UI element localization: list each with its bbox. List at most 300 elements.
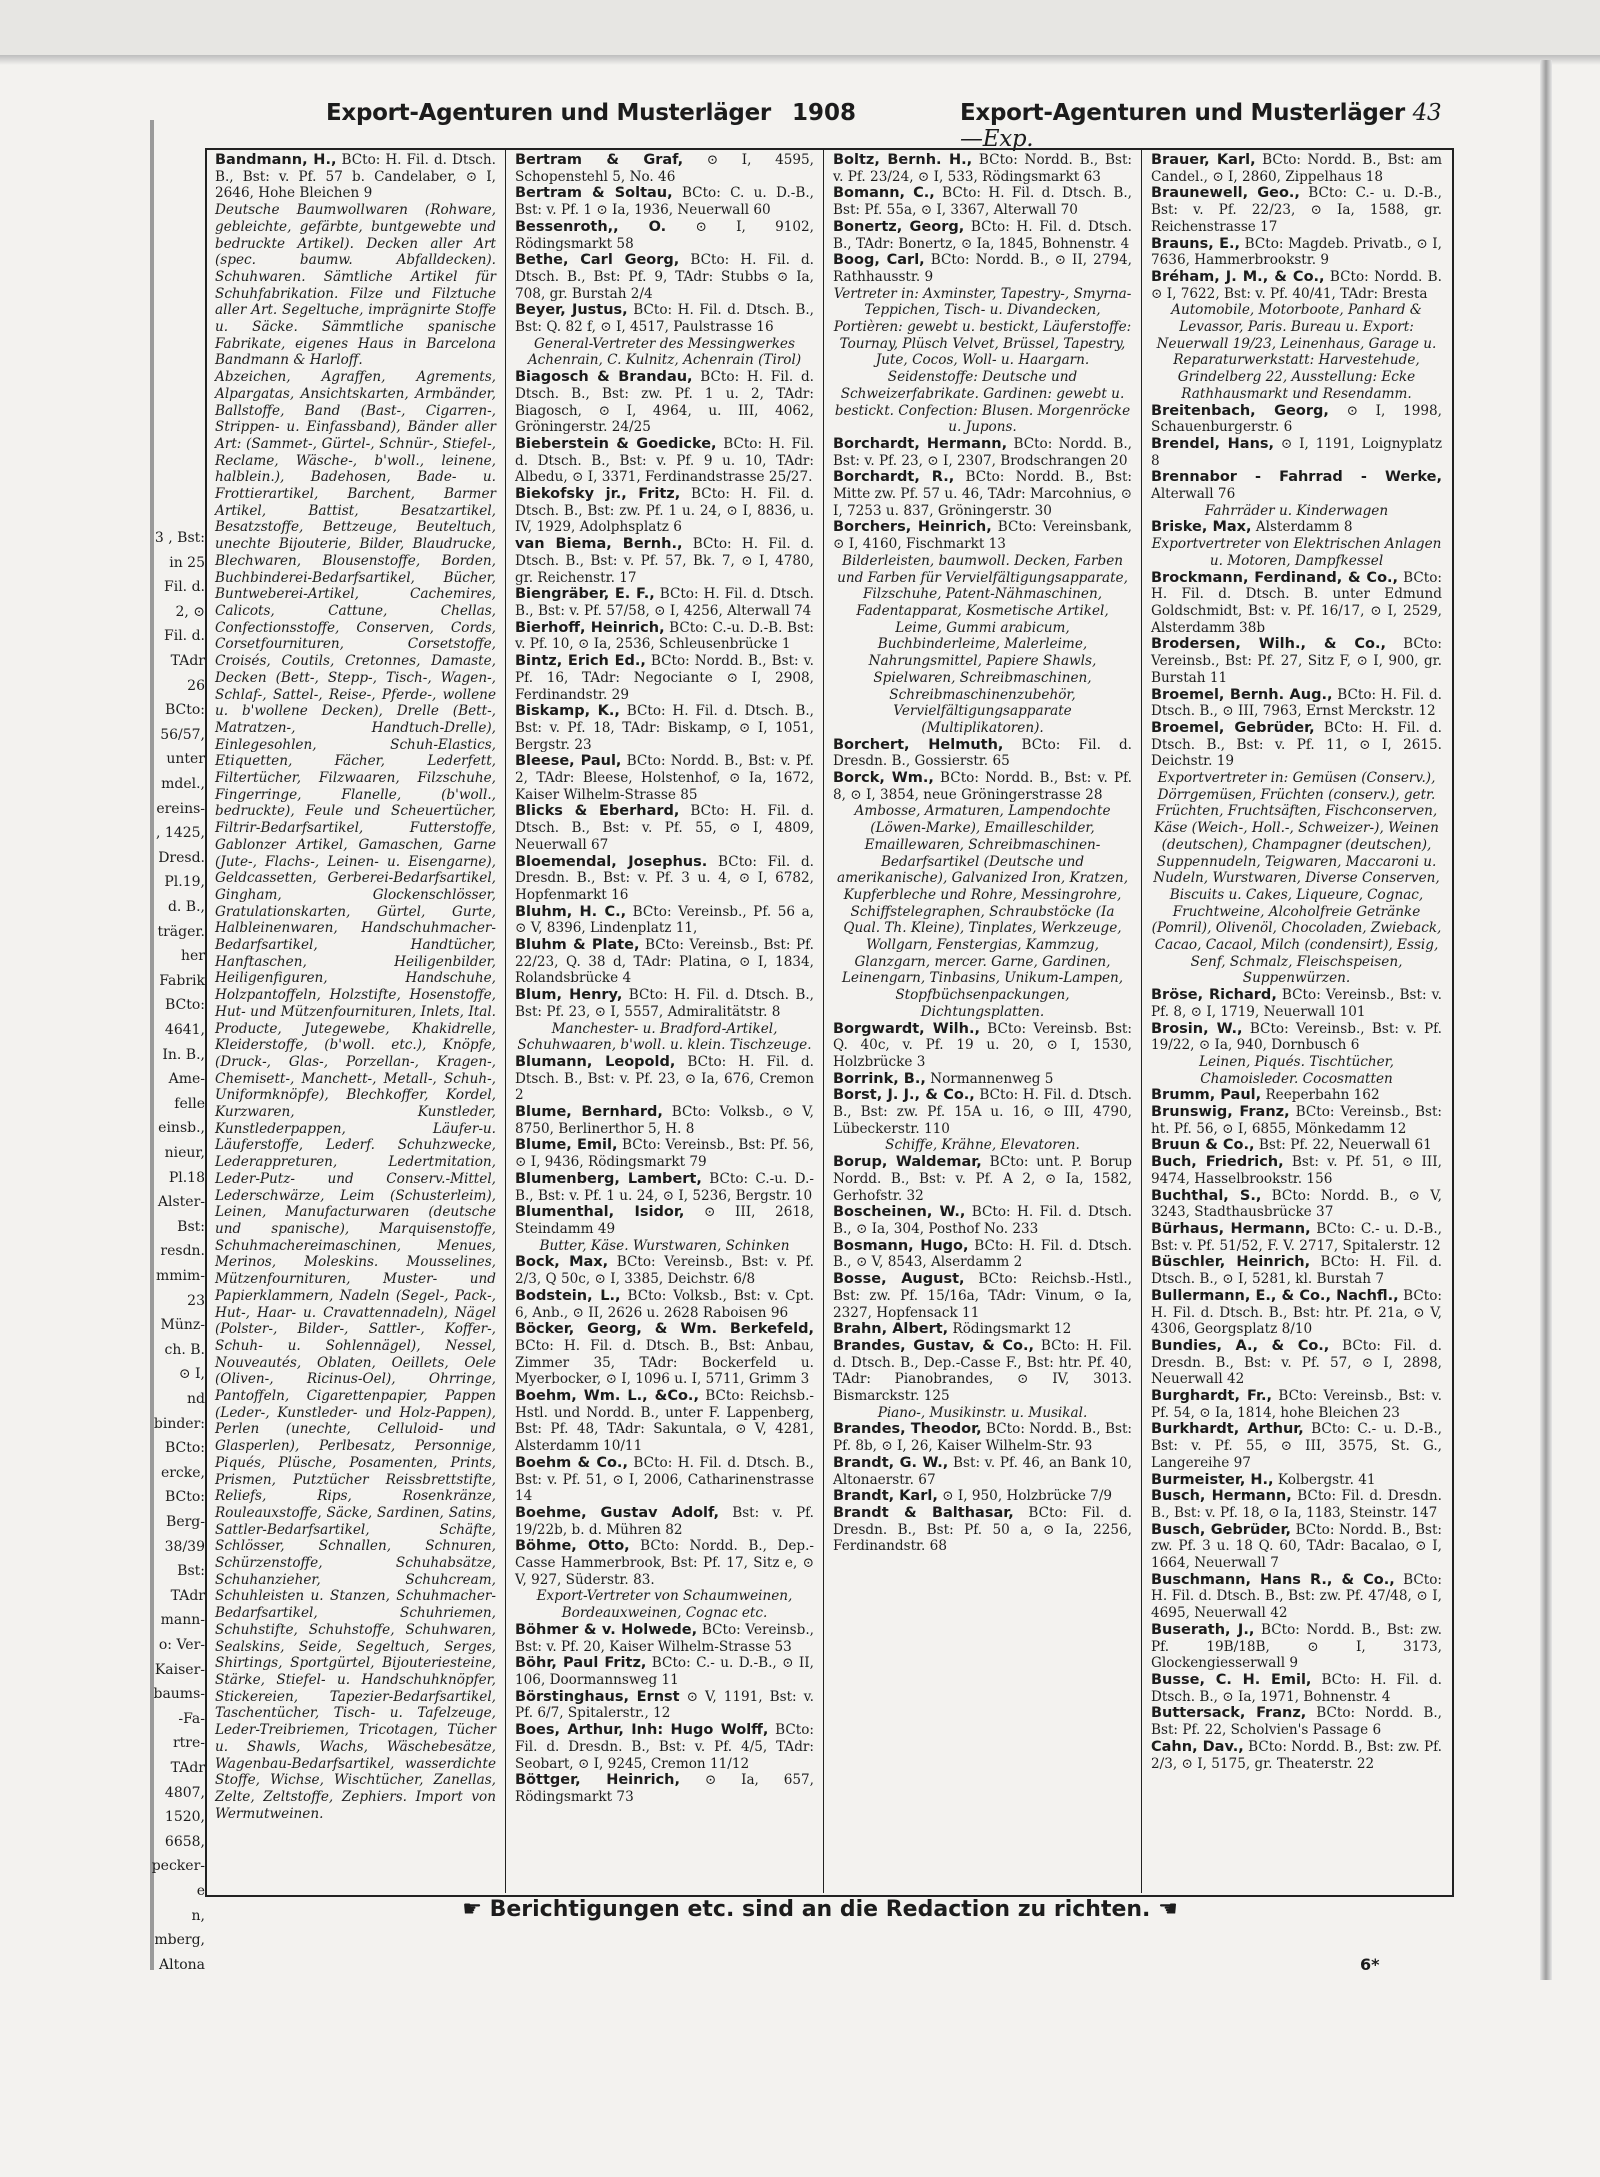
firm-name: Brennabor - Fahrrad - Werke,	[1151, 469, 1442, 486]
firm-details: BCto: Magdeb. Privatb., ⊙ I, 7636, Hammerbrookstr. 9	[1151, 235, 1442, 269]
firm-name: Bluhm & Plate,	[515, 937, 640, 954]
firm-details: BCto: Vereinsb. Bst: Q. 40c, v. Pf. 19 u. 20, ⊙ I, 1530, Holzbrücke 3	[833, 1020, 1132, 1070]
directory-entry	[515, 252, 814, 302]
directory-entry	[1151, 519, 1442, 536]
firm-name: Brodersen, Wilh., & Co.,	[1151, 636, 1386, 653]
directory-entry	[515, 1104, 814, 1137]
margin-fragment: mdel.,	[161, 776, 205, 792]
product-description: Manchester- u. Bradford-Artikel, Schuhwaaren, b'woll. u. klein. Tischzeuge.	[517, 1020, 812, 1054]
directory-entry	[1151, 1739, 1442, 1772]
product-list: Deutsche Baumwollwaren (Rohware, gebleichte, gefärbte, buntgewebte und bedruckte Artikel). Decken aller Art (spec. baumw. Abfalldecken). Schuhwaren. Sämtliche Artikel für Schuhfabrikation. Filze und Filztuche aller Art. Segeltuche, imprägnirte Stoffe u. Säcke. Sämmtliche spanische Fabrikate, eigenes Haus in Barcelona Bandmann & Harloff.	[215, 202, 496, 369]
firm-name: Bodstein, L.,	[515, 1287, 621, 1304]
margin-fragment: 4807,	[164, 1784, 205, 1801]
directory-entry	[833, 737, 1132, 770]
firm-details: BCto: Fil. d. Dresdn. B., Bst: v. Pf. 3 u. 4, ⊙ I, 6782, Hopfenmarkt 16	[515, 853, 814, 903]
firm-name: Boes, Arthur, Inh: Hugo Wolff,	[515, 1722, 769, 1739]
margin-fragment: BCto:	[164, 702, 205, 719]
firm-details: BCto: Nordd. B., Bst: zw. Pf. 19B/18B, ⊙ I, 3173, Glockengiesserwall 9	[1151, 1621, 1442, 1672]
firm-name: Börstinghaus, Ernst	[515, 1688, 680, 1705]
directory-entry	[833, 1154, 1132, 1204]
directory-entry	[833, 1505, 1132, 1555]
directory-entry	[1151, 987, 1442, 1020]
firm-name: Blumenthal, Isidor,	[515, 1204, 685, 1221]
directory-entry	[1151, 1137, 1442, 1154]
product-list: Abzeichen, Agraffen, Agrements, Alpargatas, Ansichtskarten, Armbänder, Ballstoffe, Band (Bast-, Cigarren-, Strippen- u. Einfassband), Bänder aller Art: (Sammet-, Gürtel-, Schnür-, Stiefel-, Reclame, Wäsche-, b'woll., leinene, halblein.), Badehosen, Bade- u. Frottierartikel, Barchent, Barmer Artikel, Battist, Besatzartikel, Besatzstoffe, Bettzeuge, Beuteltuch, unechte Bijouterie, Bilder, Blaudrucke, Blechwaren, Blousenstoffe, Borden, Buchbinderei-Bedarfsartikel, Bücher, Buntweberei-Artikel, Cachemires, Calicots, Cattune, Chellas, Confectionsstoffe, Conserven, Cords, Corsetfournituren, Corsetstoffe, Croisés, Coutils, Cretonnes, Damaste, Decken (Bett-, Stepp-, Tisch-, Wagen-, Schlaf-, Sattel-, Reise-, Pferde-, wollene u. b'wollene Decken), Drelle (Bett-, Matratzen-, Handtuch-Drelle), Einlegesohlen, Schuh-Elastics, Etiquetten, Fächer, Lederfett, Filtertücher, Filzwaaren, Filzschuhe, Fingerringe, Flanelle, (b'woll., bedruckte), Feule und Scheuertücher, Filtrir-Bedarfsartikel, Futterstoffe, Gablonzer Artikel, Gamaschen, Garne (Jute-, Flachs-, Leinen- u. Eisengarne), Geldcassetten, Gerberei-Bedarfsartikel, Gingham, Glockenschlösser, Gratulationskarten, Gürtel, Gurte, Halbleinenwaren, Handschuhmacher-Bedarfsartikel, Handtücher, Hanftaschen, Heiligenbilder, Heiligenfiguren, Handschuhe, Holzpantoffeln, Holzstifte, Hosenstoffe, Hut- und Mützenfournituren, Inlets, Ital. Producte, Jutegewebe, Khakidrelle, Kleiderstoffe, (b'woll. etc.), Knöpfe, (Druck-, Glas-, Porzellan-, Kragen-, Chemisett-, Manchett-, Metall-, Schuh-, Uniformknöpfe), Blechkoffer, Kordel, Kurzwaren, Kunstleder, Kunstlederpappen, Läufer-u. Läuferstoffe, Lederf. Schuhzwecke, Lederappreturen, Ledertmitation, Leder-Putz- und Conserv.-Mittel, Lederschwärze, Leim (Schusterleim), Leinen, Manufacturwaren (deutsche und spanische), Marquisenstoffe, Schuhmachereimaschinen, Menues, Merinos, Moleskins. Mousselines, Mützenfournituren, Muster- und Papierklammern, Nadeln (Segel-, Pack-, Hut-, Haar- u. Cravattennadeln), Nägel (Polster-, Bilder-, Sattler-, Koffer-, Schuh- u. Sohlennägel), Nessel, Nouveautés, Oblaten, Oeillets, Oele (Oliven-, Ricinus-Oel), Ohrringe, Pantoffeln, Cigarettenpapier, Pappen (Leder-, Kunstleder- und Holz-Pappen), Perlen (unechte, Celluloid- und Glasperlen), Perlbesatz, Personnige, Piqués, Plüsche, Posamenten, Prints, Prismen, Putztücher Reissbrettstifte, Reliefs, Rips, Rosenkränze, Rouleauxstoffe, Säcke, Sardinen, Satins, Sattler-Bedarfsartikel, Schäfte, Schlösser, Schnallen, Schnuren, Schürzenstoffe, Schuhabsätze, Schuhanzieher, Schuhcream, Schuhleisten u. Stanzen, Schuhmacher-Bedarfsartikel, Schuhriemen, Schuhstifte, Schuhstoffe, Schuhwaren, Sealskins, Seide, Segeltuch, Serges, Shirtings, Sportgürtel, Bijouteriesteine, Stärke, Stiefel- u. Handschuhknöpfer, Stickereien, Tapezier-Bedarfsartikel, Taschentücher, Tisch- u. Tafelzeuge, Leder-Treibriemen, Tricotagen, Tücher u. Shawls, Wachs, Wäschebesätze, Wagenbau-Bedarfsartikel, wasserdichte Stoffe, Wichse, Wischtücher, Zanellas, Zelte, Zeltstoffe, Zephiers. Import von Wermutweinen.	[215, 369, 496, 1822]
firm-details: BCto: H. Fil. d. Dtsch. B., Bst: v. Pf. 51, ⊙ I, 2006, Catharinenstrasse 14	[515, 1454, 814, 1505]
column-rule	[505, 148, 506, 1893]
firm-name: Briske, Max,	[1151, 519, 1252, 536]
firm-name: Buttersack, Franz,	[1151, 1705, 1307, 1722]
firm-details: BCto: C.- u. D.-B., Bst: v. Pf. 51/52, F. V. 2717, Spitalerstr. 12	[1151, 1221, 1443, 1254]
pointing-hand-icon: ☛	[462, 1897, 482, 1922]
directory-entry	[1151, 1572, 1442, 1622]
firm-name: Brauer, Karl,	[1151, 152, 1256, 168]
directory-entry	[515, 486, 814, 536]
margin-fragment: rtre-	[172, 1735, 205, 1752]
product-description: Butter, Käse. Wurstwaren, Schinken	[539, 1237, 790, 1254]
directory-entry	[1151, 1087, 1442, 1104]
directory-entry	[515, 703, 814, 753]
directory-entry	[833, 1271, 1132, 1321]
directory-entry	[1151, 1421, 1442, 1471]
firm-details: Bst: v. Pf. 51, ⊙ III, 9474, Hasselbrookstr. 156	[1151, 1154, 1442, 1187]
firm-details: BCto: Volksb., Bst: v. Cpt. 6, Anb., ⊙ II, 2626 u. 2628 Raboisen 96	[515, 1287, 814, 1321]
firm-details: BCto: Vereinsb., Bst: ht. Pf. 56, ⊙ I, 6855, Mönkedamm 12	[1151, 1104, 1443, 1137]
firm-name: Borchert, Helmuth,	[833, 736, 1004, 753]
firm-name: Bertram & Soltau,	[515, 185, 673, 202]
firm-details: ⊙ I, 4595, Schopenstehl 5, No. 46	[515, 152, 814, 185]
directory-entry	[833, 252, 1132, 285]
directory-entry	[1151, 687, 1442, 720]
firm-name: Brandes, Theodor,	[833, 1421, 982, 1438]
firm-name: Burkhardt, Arthur,	[1151, 1421, 1304, 1438]
directory-entry	[1151, 1254, 1442, 1287]
firm-details: BCto: C.-u. D.-B., Bst: v. Pf. 1 u. 24, ⊙ I, 5236, Bergstr. 10	[515, 1170, 814, 1204]
firm-name: Brumm, Paul,	[1151, 1087, 1262, 1104]
directory-entry	[515, 185, 814, 218]
directory-entry	[1151, 269, 1442, 302]
firm-name: Brandes, Gustav, & Co.,	[833, 1337, 1034, 1354]
running-head	[210, 100, 1450, 152]
firm-name: Busse, C. H. Emil,	[1151, 1671, 1312, 1688]
firm-name: Burmeister, H.,	[1151, 1471, 1274, 1488]
firm-details: BCto: H. Fil. d. Dtsch. B., Bst: Pf. 55a, ⊙ I, 3367, Alterwall 70	[833, 185, 1132, 219]
firm-details: BCto: Fil. d. Dresdn. B., Bst: v. Pf. 18, ⊙ Ia, 1183, Steinstr. 147	[1151, 1488, 1442, 1521]
firm-details: BCto: Nordd. B., Bst: am Candel., ⊙ I, 2860, Zippelhaus 18	[1151, 152, 1442, 185]
firm-name: Borrink, B.,	[833, 1070, 926, 1087]
firm-details: BCto: H. Fil. d. Dtsch. B., ⊙ V, 8543, Alserdamm 2	[833, 1237, 1132, 1271]
firm-details: Bst: Pf. 22, Neuerwall 61	[1254, 1137, 1432, 1154]
firm-name: Bieberstein & Goedicke,	[515, 435, 717, 452]
firm-details: ⊙ I, 1998, Schauenburgerstr. 6	[1151, 402, 1442, 436]
directory-entry	[833, 1488, 1132, 1505]
product-description: Exportvertreter von Elektrischen Anlagen u. Motoren, Dampfkessel	[1151, 536, 1442, 569]
firm-details: BCto: H. Fil. d. Dtsch. B., Bst: v. Pf. 11, ⊙ I, 2615. Deichstr. 19	[1151, 719, 1442, 770]
firm-details: BCto: H. Fil. d. Dtsch. B., Bst: v. Pf. 57/58, ⊙ I, 4256, Alterwall 74	[515, 586, 814, 619]
firm-name: Blum, Henry,	[515, 987, 623, 1004]
firm-name: Borst, J. J., & Co.,	[833, 1087, 975, 1104]
directory-entry	[833, 1338, 1132, 1405]
margin-fragment: Altona	[158, 1956, 205, 1973]
firm-details: BCto: Vereinsb., Bst: v. Pf. 2/3, Q 50c, ⊙ I, 3385, Deichstr. 6/8	[515, 1254, 815, 1288]
margin-fragment: mann-	[160, 1612, 205, 1629]
directory-entry	[515, 1622, 814, 1655]
directory-entry	[1151, 1021, 1442, 1054]
directory-entry	[515, 436, 814, 486]
firm-name: Bintz, Erich Ed.,	[515, 653, 646, 670]
firm-details: Bst: v. Pf. 19/22b, b. d. Mühren 82	[515, 1504, 814, 1538]
directory-entry	[1151, 636, 1442, 686]
firm-details: BCto: Nordd. B., Bst: v. Pf. 23, ⊙ I, 2307, Brodschrangen 20	[833, 435, 1132, 469]
firm-details: BCto: Nordd. B., Bst: v. Pf. 8, ⊙ I, 3854, neue Gröningerstrasse 28	[833, 770, 1132, 803]
margin-fragment: n,	[191, 1907, 205, 1924]
firm-name: Boltz, Bernh. H.,	[833, 152, 973, 168]
product-description: Schiffe, Krähne, Elevatoren.	[885, 1137, 1080, 1154]
firm-details: BCto: H. Fil. d. Dtsch. B., ⊙ III, 7963, Ernst Merckstr. 12	[1151, 686, 1442, 720]
margin-fragment: Berg-	[166, 1514, 205, 1530]
firm-details: BCto: Nordd. B., ⊙ V, 3243, Stadthausbrücke 37	[1151, 1187, 1442, 1221]
margin-fragment: felle	[174, 1095, 205, 1112]
firm-details: BCto: Nordd. B., Bst: Mitte zw. Pf. 57 u. 46, TAdr: Marcohnius, ⊙ I, 7253 u. 837, Gröningerstr. 30	[833, 469, 1132, 519]
product-description: General-Vertreter des Messingwerkes Achenrain, C. Kulnitz, Achenrain (Tirol)	[527, 335, 802, 369]
directory-entry	[833, 1321, 1132, 1338]
margin-fragment: einsb.,	[158, 1120, 205, 1137]
margin-fragment: TAdr	[170, 653, 205, 669]
firm-name: Bluhm, H. C.,	[515, 903, 627, 920]
directory-column-4	[1143, 148, 1450, 1893]
directory-entry	[1151, 152, 1442, 185]
firm-details: Alsterdamm 8	[1251, 519, 1353, 536]
firm-name: Bröse, Richard,	[1151, 987, 1277, 1004]
directory-column-3	[825, 148, 1140, 1893]
directory-entry	[833, 219, 1132, 252]
directory-entry	[515, 854, 814, 904]
firm-name: Bandmann, H.,	[215, 152, 337, 168]
directory-entry	[515, 1321, 814, 1388]
scan-top-border	[0, 0, 1600, 58]
firm-details: BCto: Vereinsb., Bst: v. Pf. 19/22, ⊙ Ia, 940, Dornbusch 6	[1151, 1020, 1442, 1054]
firm-details: BCto: Fil. d. Dresdn. B., Gossierstr. 65	[833, 736, 1132, 770]
firm-name: Buschmann, Hans R., & Co.,	[1151, 1571, 1395, 1588]
firm-name: Bruun & Co.,	[1151, 1137, 1255, 1154]
margin-fragment: d. B.,	[167, 899, 205, 915]
firm-name: Böhme, Otto,	[515, 1538, 630, 1555]
firm-details: BCto: H. Fil. d. Dtsch. B., Bst: Q. 82 f, ⊙ I, 4517, Paulstrasse 16	[515, 302, 814, 336]
pointing-hand-icon: ☚	[1158, 1897, 1178, 1922]
firm-details: BCto: Nordd. B., Bst: Pf. 22, Scholvien's Passage 6	[1151, 1705, 1442, 1739]
margin-fragment: Fil. d.	[164, 628, 205, 645]
firm-name: Böhr, Paul Fritz,	[515, 1655, 647, 1672]
firm-details: BCto: Nordd. B., Bst: v. Pf. 2, TAdr: Bleese, Holstenhof, ⊙ Ia, 1672, Kaiser Wilhelm-Strasse 85	[515, 753, 814, 803]
directory-entry	[833, 1204, 1132, 1237]
firm-name: Brahn, Albert,	[833, 1321, 949, 1338]
firm-details: BCto: Vereinsb., Bst: v. Pf. 8, ⊙ I, 1719, Neuerwall 101	[1151, 987, 1442, 1020]
margin-fragment: ch. B.	[164, 1341, 205, 1358]
firm-details: ⊙ III, 2618, Steindamm 49	[515, 1204, 814, 1237]
firm-details: BCto: H. Fil. d. Dtsch. B. unter Edmund Goldschmidt, Bst: v. Pf. 16/17, ⊙ I, 2529, Alsterdamm 38b	[1151, 569, 1442, 636]
margin-fragment: o: Ver-	[158, 1637, 205, 1653]
firm-name: Borchardt, R.,	[833, 469, 955, 486]
firm-details: ⊙ I, 9102, Rödingsmarkt 58	[515, 218, 814, 252]
firm-details: BCto: H. Fil. d. Dtsch. B., Bst: Pf. 23, ⊙ I, 5557, Admiralitätstr. 8	[515, 987, 814, 1020]
product-description: Ambosse, Armaturen, Lampendochte (Löwen-Marke), Emailleschilder, Emaillewaren, Schreibmaschinen-Bedarfsartikel (Deutsche und amerikanische), Galvanized Iron, Kratzen, Kupferbleche und Rohre, Messingrohre, Schiffstelegraphen, Schraubstöcke (Ia Qual. Th. Kleine), Tinplates, Werkzeuge, Wollgarn, Fenstergias, Kammzug, Glanzgarn, mercer. Garne, Gardinen, Leinengarn, Tinbasins, Unikum-Lampen, Stopfbüchsenpackungen, Dichtungsplatten.	[836, 803, 1129, 1020]
margin-fragment: nieur,	[164, 1145, 205, 1161]
firm-name: Brunswig, Franz,	[1151, 1104, 1290, 1121]
firm-name: Boog, Carl,	[833, 252, 925, 269]
directory-entry	[515, 1538, 814, 1588]
firm-details: BCto: H. Fil. d. Dtsch. B., ⊙ I, 5281, kl. Burstah 7	[1151, 1254, 1442, 1288]
firm-name: van Biema, Bernh.,	[515, 536, 683, 553]
firm-name: Cahn, Dav.,	[1151, 1738, 1244, 1755]
firm-details: Rödingsmarkt 12	[948, 1321, 1072, 1338]
firm-name: Biskamp, K.,	[515, 703, 620, 720]
directory-entry	[1151, 1622, 1442, 1672]
firm-name: Biekofsky jr., Fritz,	[515, 486, 681, 503]
firm-details: BCto: Nordd. B., Bst: zw. Pf. 3 u. 18 Q. 60, TAdr: Bacalao, ⊙ I, 1664, Neuerwall 7	[1151, 1521, 1442, 1572]
firm-details: BCto: H. Fil. d. Dtsch. B., Bst: v. Pf. 57 b. Candelaber, ⊙ I, 2646, Hohe Bleichen 9	[215, 152, 496, 202]
firm-name: Boscheinen, W.,	[833, 1204, 966, 1221]
directory-entry	[215, 152, 496, 202]
margin-fragment: 38/39	[164, 1538, 205, 1555]
directory-entry	[1151, 1154, 1442, 1187]
directory-entry	[1151, 1188, 1442, 1221]
margin-fragment: Bst:	[177, 1218, 205, 1235]
firm-name: Bleese, Paul,	[515, 753, 622, 770]
directory-entry	[515, 1505, 814, 1538]
directory-entry	[1151, 236, 1442, 269]
directory-entry	[515, 1254, 814, 1287]
firm-details: ⊙ I, 950, Holzbrücke 7/9	[937, 1488, 1113, 1505]
firm-details: BCto: H. Fil. d. Dtsch. B., TAdr: Bonertz, ⊙ Ia, 1845, Bohnenstr. 4	[833, 218, 1132, 252]
firm-name: Borck, Wm.,	[833, 770, 934, 787]
firm-name: Bierhoff, Heinrich,	[515, 619, 665, 636]
directory-entry	[1151, 720, 1442, 770]
margin-fragment: Fil. d.	[164, 579, 205, 596]
firm-name: Blume, Bernhard,	[515, 1104, 663, 1121]
firm-name: Burghardt, Fr.,	[1151, 1388, 1273, 1405]
directory-entry	[1151, 1488, 1442, 1521]
product-description: Exportvertreter in: Gemüsen (Conserv.), Dörrgemüsen, Früchten (conserv.), getr. Früchten, Fruchtsäften, Fischconserven, Käse (Weich-, Holl.-, Schweizer-), Weinen (deutschen), Champagner (deutschen), Suppennudeln, Teigwaren, Maccaroni u. Nudeln, Wurstwaren, Diverse Conserven, Biscuits u. Cakes, Liqueure, Cognac, Fruchtweine, Alcoholfreie Getränke (Pomril), Olivenöl, Chocoladen, Zwieback, Cacao, Cacaol, Milch (condensirt), Essig, Senf, Schmalz, Fleischspeisen, Suppenwürzen.	[1151, 770, 1442, 987]
directory-entry	[515, 1388, 814, 1455]
firm-name: Brandt & Balthasar,	[833, 1504, 1014, 1521]
page-number: 43—Exp.	[960, 100, 1442, 152]
firm-details: BCto: H. Fil. d. Dtsch. B., ⊙ Ia, 304, Posthof No. 233	[833, 1204, 1133, 1237]
correction-text: Berichtigungen etc. sind an die Redaction zu richten.	[489, 1897, 1151, 1922]
margin-fragment: 6658,	[164, 1833, 205, 1850]
margin-fragment: 4641,	[164, 1022, 205, 1038]
directory-entry	[833, 1071, 1132, 1088]
firm-details: ⊙ I, 1191, Loignyplatz 8	[1151, 435, 1443, 469]
firm-details: BCto: H. Fil. d. Dtsch. B., Bst: v. Pf. 55, ⊙ I, 4809, Neuerwall 67	[515, 803, 814, 853]
directory-entry	[515, 536, 814, 586]
margin-fragment: ereins-	[156, 800, 205, 817]
column-rule	[823, 148, 824, 1893]
directory-entry	[833, 519, 1132, 552]
correction-notice	[430, 1897, 1210, 1922]
firm-details: BCto: H. Fil. d. Dtsch. B., Bst: zw. Pf. 1 u. 2, TAdr: Biagosch, ⊙ I, 4964, u. III, 4062, Gröningerstr. 24/25	[515, 369, 814, 436]
margin-fragment: Pl.19,	[164, 874, 205, 891]
firm-name: Böttger, Heinrich,	[515, 1772, 680, 1789]
margin-fragment: 3 , Bst:	[154, 530, 205, 546]
firm-details: BCto: Fil. d. Dresdn. B., Bst: v. Pf. 4/5, TAdr: Seobart, ⊙ I, 9245, Cremon 11/12	[515, 1722, 814, 1772]
directory-entry	[833, 770, 1132, 803]
directory-entry	[515, 1054, 814, 1104]
margin-fragment: resdn.	[160, 1243, 205, 1260]
margin-fragment: baums-	[153, 1686, 205, 1703]
margin-fragment: BCto:	[164, 1440, 205, 1457]
header-year: 1908	[792, 100, 857, 126]
firm-name: Brauns, E.,	[1151, 235, 1241, 252]
firm-details: BCto: H. Fil. d. Dtsch. B., Bst: htr. Pf. 21a, ⊙ V, 4306, Georgsplatz 8/10	[1151, 1287, 1442, 1338]
product-description: Export-Vertreter von Schaumweinen, Bordeauxweinen, Cognac etc.	[536, 1588, 793, 1622]
product-description: Bilderleisten, baumwoll. Decken, Farben und Farben für Vervielfältigungsapparate, Filzschuhe, Patent-Nähmaschinen, Fadentapparat, Kosmetische Artikel, Leime, Gummi arabicum, Buchbinderleime, Malerleime, Nahrungsmittel, Papiere Shawls, Spielwaren, Schreibmaschinen, Schreibmaschinenzubehör, Vervielfältigungsapparate (Multiplikatoren).	[837, 552, 1128, 736]
firm-details: BCto: Nordd. B., Bst: v. Pf. 23/24, ⊙ I, 533, Rödingsmarkt 63	[833, 152, 1132, 185]
scan-right-edge	[1540, 60, 1552, 1980]
firm-details: Bst: v. Pf. 46, an Bank 10, Altonaerstr. 67	[833, 1454, 1133, 1488]
directory-column-1	[207, 148, 504, 1893]
firm-name: Biagosch & Brandau,	[515, 369, 693, 386]
firm-name: Brosin, W.,	[1151, 1020, 1243, 1037]
firm-details: Alterwall 76	[1151, 486, 1236, 503]
firm-details: BCto: C.- u. D.-B., Bst: v. Pf. 55, ⊙ III, 3575, St. G., Langereihe 97	[1151, 1421, 1442, 1471]
firm-details: Reeperbahn 162	[1261, 1087, 1380, 1104]
directory-entry	[515, 1137, 814, 1170]
firm-name: Boehm, Wm. L., &Co.,	[515, 1388, 699, 1405]
margin-fragment: Alster-	[157, 1194, 205, 1211]
directory-entry	[515, 1455, 814, 1505]
firm-name: Brendel, Hans,	[1151, 435, 1275, 452]
firm-details: BCto: H. Fil. d. Dtsch. B., Bst: v. Pf. 18, TAdr: Biskamp, ⊙ I, 1051, Bergstr. 23	[515, 703, 814, 753]
firm-details: BCto: Nordd. B., Bst: zw. Pf. 2/3, ⊙ I, 5175, gr. Theaterstr. 22	[1151, 1738, 1443, 1772]
firm-details: BCto: H. Fil. d. Dtsch. B., Dep.-Casse F., Bst: htr. Pf. 40, TAdr: Pianobrandes, ⊙ IV, 3013. Bismarckstr. 125	[833, 1337, 1132, 1405]
margin-fragment: Kaiser-	[154, 1661, 205, 1678]
firm-name: Broemel, Bernh. Aug.,	[1151, 686, 1333, 703]
firm-details: BCto: C.-u. D.-B. Bst: v. Pf. 10, ⊙ Ia, 2536, Schleusenbrücke 1	[515, 619, 815, 653]
directory-entry	[833, 1021, 1132, 1071]
directory-entry	[515, 1288, 814, 1321]
firm-details: BCto: C. u. D.-B., Bst: v. Pf. 1 ⊙ Ia, 1936, Neuerwall 60	[515, 185, 814, 219]
firm-name: Brockmann, Ferdinand, & Co.,	[1151, 569, 1399, 586]
product-description: Vertreter in: Axminster, Tapestry-, Smyrna-Teppichen, Tisch- u. Divandecken, Portièren: gewebt u. bestickt, Läuferstoffe: Tournay, Plüsch Velvet, Brüssel, Tapestry, Jute, Cocos, Woll- u. Haargarn. Seidenstoffe: Deutsche und Schweizerfabrikate. Gardinen: gewebt u. bestickt. Confection: Blusen. Morgenröcke u. Jupons.	[833, 285, 1132, 436]
header-right	[960, 100, 1450, 152]
firm-name: Borup, Waldemar,	[833, 1154, 982, 1171]
directory-entry	[515, 1171, 814, 1204]
firm-details: BCto: Reichsb.-Hstl. und Nordd. B., unter F. Lappenberg, Bst: Pf. 48, TAdr: Sakuntala, ⊙ V, 4281, Alsterdamm 10/11	[515, 1388, 814, 1455]
directory-entry	[1151, 1221, 1442, 1254]
firm-name: Busch, Hermann,	[1151, 1488, 1292, 1505]
margin-fragment: 23	[187, 1292, 205, 1309]
margin-fragment: träger.	[157, 923, 205, 940]
firm-name: Beyer, Justus,	[515, 302, 628, 319]
firm-name: Braunewell, Geo.,	[1151, 185, 1300, 202]
firm-details: BCto: Nordd. B., ⊙ II, 2794, Rathhausstr. 9	[833, 252, 1132, 285]
previous-page-fragments	[0, 530, 205, 2000]
firm-name: Boehme, Gustav Adolf,	[515, 1504, 720, 1521]
product-description: Automobile, Motorboote, Panhard & Levassor, Paris. Bureau u. Export: Neuerwall 19/23, Leinenhaus, Garage u. Reparaturwerkstatt: Harvestehude, Grindelberg 22, Ausstellung: Ecke Rathhausmarkt und Resendamm.	[1156, 302, 1437, 402]
header-right-title: Export-Agenturen und Musterläger	[960, 100, 1405, 126]
firm-details: BCto: H. Fil. d. Dtsch. B., Bst: zw. Pf. 1 u. 24, ⊙ I, 8836, u. IV, 1929, Adolphsplatz 6	[515, 486, 814, 536]
directory-entry	[833, 436, 1132, 469]
margin-fragment: Fabrik	[159, 972, 205, 989]
firm-name: Büschler, Heinrich,	[1151, 1254, 1311, 1271]
firm-details: BCto: Nordd. B., Bst: Pf. 8b, ⊙ I, 26, Kaiser Wilhelm-Str. 93	[833, 1421, 1132, 1455]
firm-name: Buchthal, S.,	[1151, 1187, 1262, 1204]
firm-name: Buserath, J.,	[1151, 1621, 1255, 1638]
firm-name: Böhmer & v. Holwede,	[515, 1621, 698, 1638]
margin-fragment: unter	[166, 751, 205, 768]
firm-details: BCto: Fil. d. Dresdn. B., Bst: v. Pf. 57, ⊙ I, 2898, Neuerwall 42	[1151, 1337, 1442, 1388]
product-description: Piano-, Musikinstr. u. Musikal.	[877, 1404, 1088, 1421]
firm-name: Bomann, C.,	[833, 185, 935, 202]
firm-name: Blumenberg, Lambert,	[515, 1170, 702, 1187]
margin-fragment: 56/57,	[160, 726, 205, 743]
firm-details: BCto: H. Fil. d. Dtsch. B., Bst: v. Pf. 57, Bk. 7, ⊙ I, 4780, gr. Reichenstr. 17	[515, 536, 814, 586]
directory-entry	[515, 937, 814, 987]
firm-name: Bethe, Carl Georg,	[515, 252, 680, 269]
firm-details: BCto: Nordd. B., Dep.-Casse Hammerbrook, Bst: Pf. 17, Sitz e, ⊙ V, 927, Süderstr. 83.	[515, 1538, 814, 1588]
firm-details: BCto: H. Fil. d. Dtsch. B., Bst: v. Pf. 9 u. 10, TAdr: Albedu, ⊙ I, 3371, Ferdinandstrasse 25/27.	[515, 435, 814, 486]
directory-entry	[515, 904, 814, 937]
directory-entry	[1151, 1288, 1442, 1338]
directory-entry	[515, 803, 814, 853]
directory-entry	[515, 1204, 814, 1237]
signature-mark: 6*	[1360, 1955, 1380, 1974]
directory-entry	[1151, 1705, 1442, 1738]
firm-details: BCto: Vereinsb., Bst: Pf. 56, ⊙ I, 9436, Rödingsmarkt 79	[515, 1137, 814, 1171]
directory-entry	[833, 1238, 1132, 1271]
directory-entry	[1151, 1388, 1442, 1421]
margin-fragment: binder:	[153, 1415, 205, 1432]
directory-entry	[1151, 1522, 1442, 1572]
margin-fragment: 2, ⊙	[175, 603, 205, 620]
margin-fragment: BCto:	[164, 1489, 205, 1506]
firm-name: Breitenbach, Georg,	[1151, 402, 1329, 419]
directory-entry	[515, 1689, 814, 1722]
firm-details: BCto: H. Fil. d. Dtsch. B., Bst: zw. Pf. 15A u. 16, ⊙ III, 4790, Lübeckerstr. 110	[833, 1087, 1132, 1137]
firm-name: Bréham, J. M., & Co.,	[1151, 268, 1325, 285]
firm-name: Bullermann, E., & Co., Nachfl.,	[1151, 1287, 1399, 1304]
firm-name: Buch, Friedrich,	[1151, 1154, 1284, 1171]
firm-name: Bosse, August,	[833, 1271, 965, 1288]
firm-details: BCto: C.- u. D.-B., Bst: v. Pf. 22/23, ⊙ Ia, 1588, gr. Reichenstrasse 17	[1151, 185, 1442, 235]
firm-details: BCto: Fil. d. Dresdn. B., Bst: Pf. 50 a, ⊙ Ia, 2256, Ferdinandstr. 68	[833, 1504, 1132, 1555]
firm-name: Brandt, G. W.,	[833, 1454, 949, 1471]
firm-name: Borchardt, Hermann,	[833, 435, 1008, 452]
margin-fragment: e	[196, 1883, 205, 1899]
firm-name: Broemel, Gebrüder,	[1151, 719, 1315, 736]
firm-name: Bosmann, Hugo,	[833, 1237, 969, 1254]
firm-name: Bundies, A., & Co.,	[1151, 1337, 1330, 1354]
margin-fragment: , 1425,	[156, 825, 205, 842]
firm-details: BCto: Vereinsbank, ⊙ I, 4160, Fischmarkt 13	[833, 519, 1132, 553]
directory-column-2	[507, 148, 822, 1893]
directory-entry	[1151, 570, 1442, 637]
margin-fragment: Pl.18	[168, 1169, 205, 1186]
firm-details: Kolbergstr. 41	[1273, 1471, 1376, 1488]
margin-fragment: Bst:	[177, 1563, 205, 1580]
column-rule	[1141, 148, 1142, 1893]
firm-details: BCto: C.- u. D.-B., ⊙ II, 106, Doormannsweg 11	[515, 1655, 814, 1688]
firm-details: BCto: Vereinsb., Pf. 56 a, ⊙ V, 8396, Lindenplatz 11,	[515, 903, 814, 937]
directory-entry	[1151, 469, 1442, 502]
firm-details: ⊙ V, 1191, Bst: v. Pf. 6/7, Spitalerstr., 12	[515, 1688, 814, 1722]
firm-details: BCto: H. Fil. d. Dtsch. B., Bst: zw. Pf. 47/48, ⊙ I, 4695, Neuerwall 42	[1151, 1571, 1442, 1622]
firm-details: BCto: H. Fil. d. Dtsch. B., Bst: Pf. 9, TAdr: Stubbs ⊙ Ia, 708, gr. Burstah 2/4	[515, 252, 814, 302]
firm-name: Busch, Gebrüder,	[1151, 1521, 1292, 1538]
margin-fragment: pecker-	[151, 1858, 205, 1875]
directory-entry	[515, 152, 814, 185]
directory-entry	[1151, 1338, 1442, 1388]
